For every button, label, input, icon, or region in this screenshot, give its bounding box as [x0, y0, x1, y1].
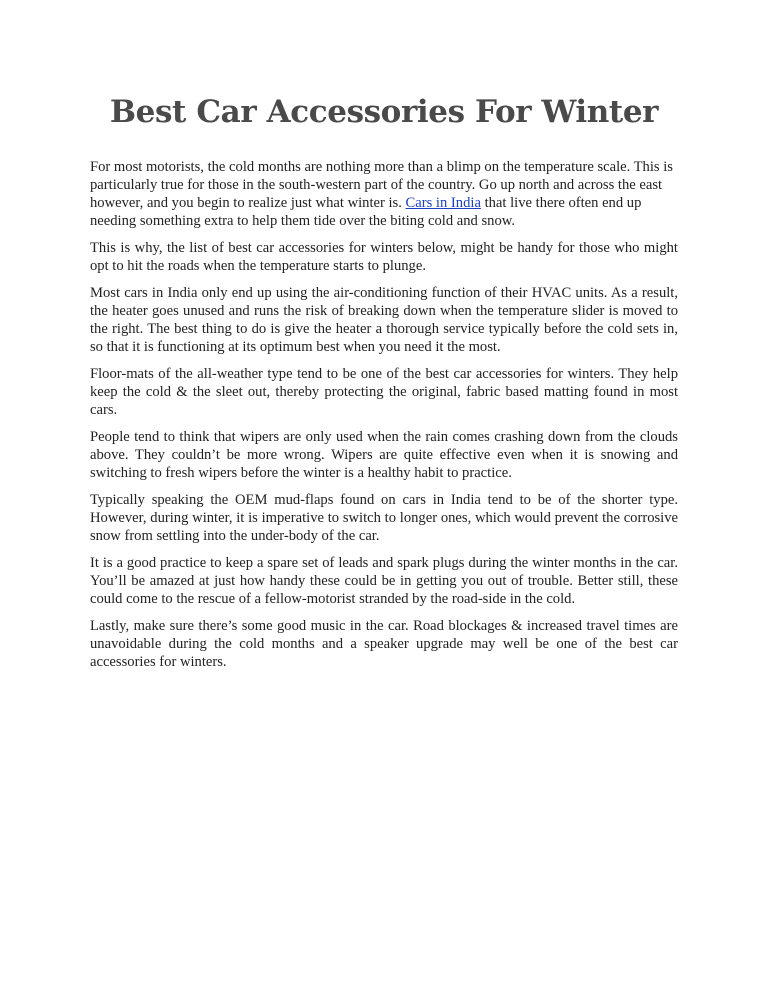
paragraph-6: Typically speaking the OEM mud-flaps found on cars in India tend to be of the shorter type. However, during winter, it is imperative to switch to longer ones, which would prevent the corrosive snow from settling into the under-body of the car.: [90, 492, 678, 544]
paragraph-intro-text-after: that live there often end up needing something extra to help them tide over the biting cold and snow.: [90, 195, 642, 229]
document-title: Best Car Accessories For Winter: [109, 94, 659, 130]
paragraph-3: Most cars in India only end up using the air-conditioning function of their HVAC units. As a result, the heater goes unused and runs the risk of breaking down when the temperature slider is moved to the right. The best thing to do is give the heater a thorough service typically before the cold sets in, so that it is functioning at its optimum best when you need it the most.: [90, 285, 678, 355]
paragraph-intro-text-before: For most motorists, the cold months are nothing more than a blimp on the temperature scale. This is particularly true for those in the south-western part of the country. Go up north and across the east however, and you begin to realize just what winter is.: [90, 159, 673, 211]
document-body: [90, 158, 678, 680]
paragraph-2: This is why, the list of best car accessories for winters below, might be handy for those who might opt to hit the roads when the temperature starts to plunge.: [90, 240, 678, 274]
paragraph-intro: [90, 158, 678, 230]
paragraph-4: Floor-mats of the all-weather type tend to be one of the best car accessories for winters. They help keep the cold & the sleet out, thereby protecting the original, fabric based matting found in most cars.: [90, 366, 678, 418]
paragraph-7: It is a good practice to keep a spare set of leads and spark plugs during the winter months in the car. You’ll be amazed at just how handy these could be in getting you out of trouble. Better still, these could come to the rescue of a fellow-motorist stranded by the road-side in the cold.: [90, 555, 678, 607]
paragraph-8: Lastly, make sure there’s some good music in the car. Road blockages & increased travel times are unavoidable during the cold months and a speaker upgrade may well be one of the best car accessories for winters.: [90, 618, 678, 670]
cars-in-india-link[interactable]: Cars in India: [405, 195, 481, 211]
paragraph-5: People tend to think that wipers are only used when the rain comes crashing down from the clouds above. They couldn’t be more wrong. Wipers are quite effective even when it is snowing and switching to fresh wipers before the winter is a healthy habit to practice.: [90, 429, 678, 481]
